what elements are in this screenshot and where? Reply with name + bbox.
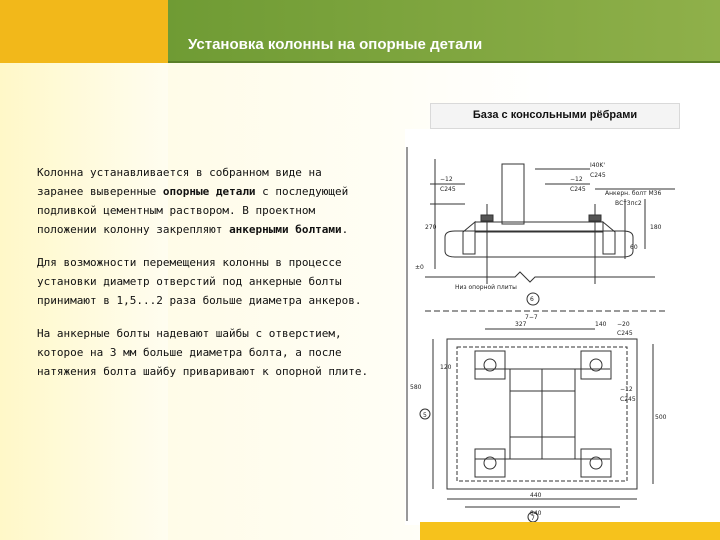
foundation-top [425,272,655,282]
label-12: −12 [620,386,633,393]
label-60: 60 [630,244,638,251]
label-180: 180 [650,224,662,231]
label-12: −12 [440,176,453,183]
p1-bold-2: анкерными болтами [229,223,342,236]
label-c245: C245 [617,330,633,337]
p1-text-3: . [341,223,349,236]
label-anchor-bolt: Анкерн. болт М36 [605,190,662,197]
bottom-accent-strip [420,522,720,540]
base-plate [445,231,633,257]
console-rib-right [603,222,615,254]
label-140: 140 [595,321,607,328]
label-12: −12 [570,176,583,183]
label-5: 5 [423,412,427,419]
label-c245: C245 [590,172,606,179]
label-140k: I40K' [590,162,605,169]
corner-accent-block [0,0,168,63]
paragraph-2: Для возможности перемещения колонны в процессе установки диаметр отверстий под анкерные болты принимают в 1,5...2 раза больше диаметра анкеров. [37,256,362,307]
paragraph-1 [37,163,372,239]
label-plate-bottom: Низ опорной плиты [455,284,517,291]
anchor-plate [581,449,611,477]
nut-right [589,215,601,221]
technical-drawing [405,129,685,525]
label-6: 6 [530,296,534,303]
label-327: 327 [515,321,527,328]
column-section [502,164,524,224]
label-7: 7 [531,515,535,522]
label-c245: C245 [570,186,586,193]
nut-left [481,215,493,221]
p1-text-1: Колонна устанавливается в собранном виде на заранее выверенные [37,166,322,198]
slide-title: Установка колонны на опорные детали [188,36,483,53]
anchor-plate [475,351,505,379]
p1-bold-1: опорные детали [162,185,256,198]
label-120: 120 [440,364,452,371]
drawing-caption: База с консольными рёбрами [472,109,638,121]
label-440: 440 [530,492,542,499]
body-text [37,163,372,395]
console-rib-left [463,222,475,254]
paragraph-3: На анкерные болты надевают шайбы с отверстием, которое на 3 мм больше диаметра болта, а после натяжения болта шайбу приваривают к опорной плите. [37,327,369,378]
title-bar [168,0,720,63]
label-20: −20 [617,321,630,328]
p1-text-2: с последующей подливкой цементным раствором. В проектном положении колонну закрепляют [37,185,349,236]
drawing-caption-box [430,103,680,129]
drawing-svg [405,129,685,525]
label-steel-grade: ВСт3пс2 [615,200,642,207]
label-section-7-7: 7−7 [525,314,538,321]
label-580: 580 [410,384,422,391]
label-270: 270 [425,224,437,231]
anchor-plate [581,351,611,379]
label-500: 500 [655,414,667,421]
label-840: 840 [530,510,542,517]
anchor-plate [475,449,505,477]
label-c245: C245 [440,186,456,193]
label-zero-level: ±0 [415,264,424,271]
label-c245: C245 [620,396,636,403]
